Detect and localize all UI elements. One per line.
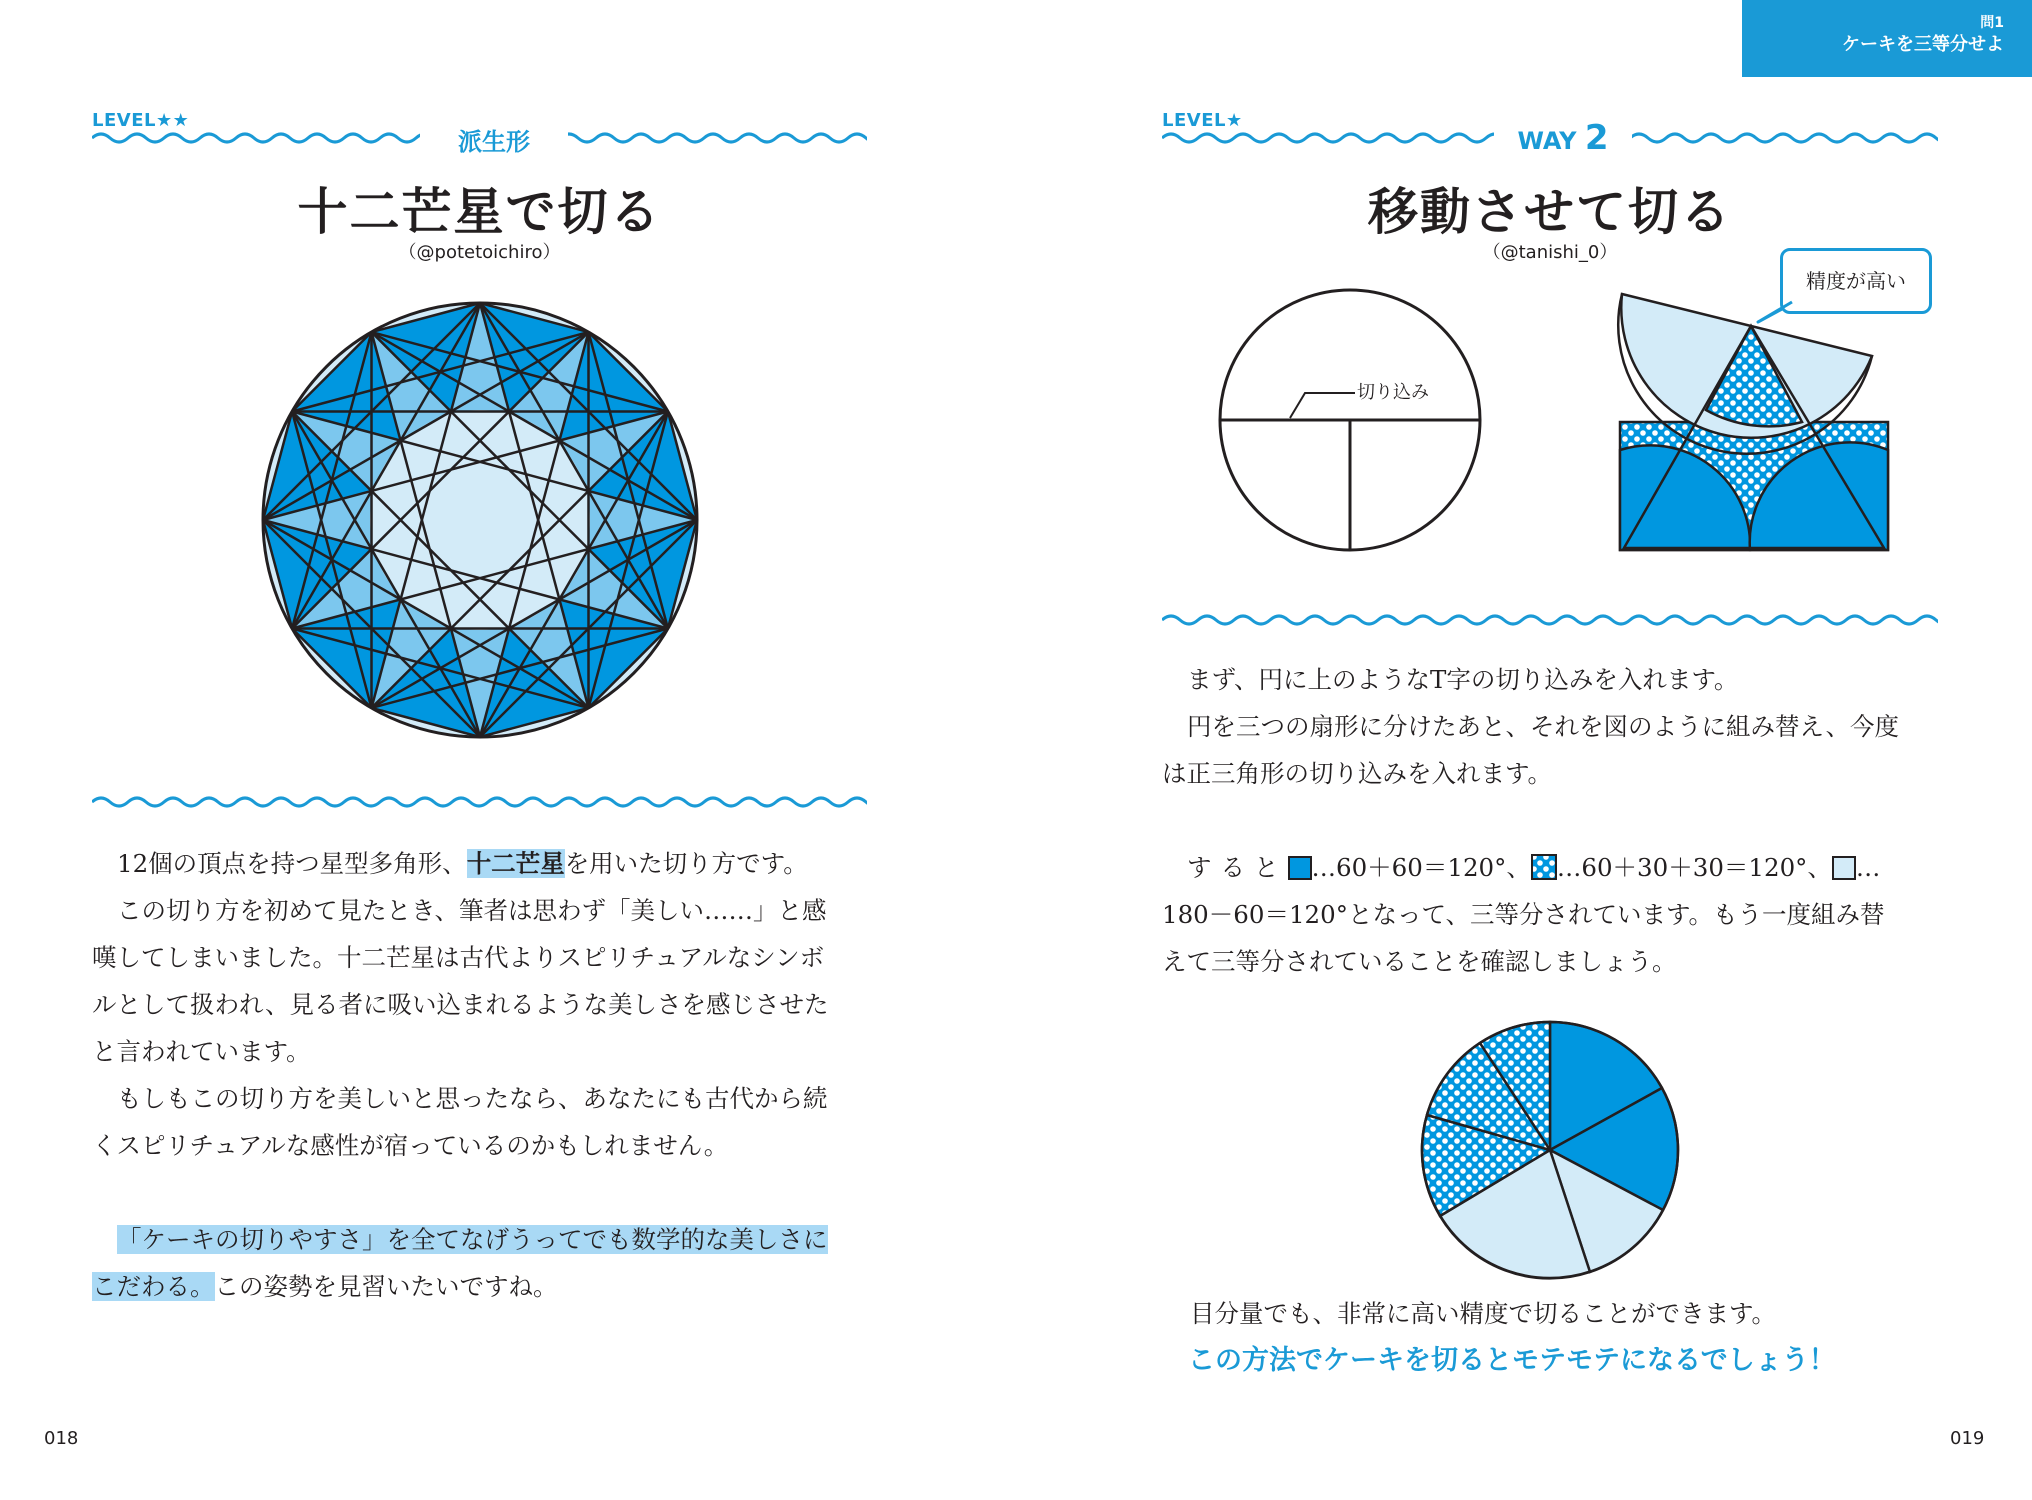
paragraph-2-line-3: ルとして扱われ、見る者に吸い込まれるような美しさを感じさせた <box>92 990 829 1019</box>
callout-tail <box>1752 300 1802 330</box>
paragraph-3-line-2: くスピリチュアルな感性が宿っているのかもしれません。 <box>92 1131 729 1160</box>
star-center <box>370 410 590 630</box>
page-number-left: 018 <box>44 1428 79 1449</box>
right-paragraph-4: 目分量でも、非常に高い精度で切ることができます。 <box>1190 1299 1777 1328</box>
keyword-dodecagram: 十二芒星 <box>466 849 565 878</box>
body-text-left <box>92 840 877 1310</box>
cut-label: 切り込み <box>1357 382 1429 403</box>
way-number: 2 <box>1584 118 1609 158</box>
chapter-tab <box>1742 0 2032 77</box>
paragraph-2-line-4: と言われています。 <box>92 1037 311 1066</box>
section-label-right <box>1494 118 1632 158</box>
swatch-light <box>1832 856 1856 880</box>
paragraph-2-line-1: この切り方を初めて見たとき、筆者は思わず「美しい……」と感 <box>117 896 827 925</box>
swatch-dotted <box>1531 854 1557 880</box>
paragraph-1: 12個の頂点を持つ星型多角形、十二芒星を用いた切り方です。 <box>117 849 808 878</box>
question-label: 問1 <box>1980 15 2004 31</box>
right-paragraph-1: まず、円に上のようなT字の切り込みを入れます。 <box>1187 665 1739 694</box>
page-number-right: 019 <box>1950 1428 1985 1449</box>
question-title: ケーキを三等分せよ <box>1842 34 2004 55</box>
right-paragraph-2-line-1: 円を三つの扇形に分けたあと、それを図のように組み替え、今度 <box>1187 712 1899 741</box>
right-paragraph-3-line-2: 180－60＝120°となって、三等分されています。もう一度組み替 <box>1162 900 1885 929</box>
t-cut-circle-diagram <box>1210 285 1500 555</box>
level-indicator-left: LEVEL★★ <box>92 110 190 131</box>
precision-callout: 精度が高い <box>1780 248 1932 314</box>
five-piece-pie-diagram <box>1410 1010 1690 1290</box>
page-title-right: 移動させて切る <box>1368 183 1732 241</box>
right-paragraph-3-line-3: えて三等分されていることを確認しましょう。 <box>1162 947 1677 976</box>
wave-divider-mid-right <box>1162 608 1938 632</box>
credit-left: （@potetoichiro） <box>398 242 561 263</box>
way-label: WAY <box>1517 127 1577 155</box>
dodecagram-diagram <box>260 300 700 740</box>
credit-right: （@tanishi_0） <box>1482 242 1618 263</box>
wave-divider-mid-left <box>92 790 867 814</box>
highlight-line-1: 「ケーキの切りやすさ」を全てなげうってでも数学的な美しさに <box>117 1225 828 1254</box>
call-to-action: この方法でケーキを切るとモテモテになるでしょう！ <box>1188 1345 1836 1376</box>
closing-sentence: この姿勢を見習いたいですね。 <box>214 1272 558 1301</box>
page-title-left: 十二芒星で切る <box>297 183 662 241</box>
level-indicator-right: LEVEL★ <box>1162 110 1243 131</box>
section-label-left: 派生形 <box>420 122 568 157</box>
paragraph-3-line-1: もしもこの切り方を美しいと思ったなら、あなたにも古代から続 <box>117 1084 828 1113</box>
right-paragraph-3-line-1: すると …60＋60＝120°、 …60＋30＋30＝120°、 … <box>1187 853 1881 882</box>
highlight-line-2: こだわる。 <box>92 1272 215 1301</box>
right-paragraph-2-line-2: は正三角形の切り込みを入れます。 <box>1162 759 1553 788</box>
paragraph-2-line-2: 嘆してしまいました。十二芒星は古代よりスピリチュアルなシンボ <box>92 943 825 972</box>
swatch-solid <box>1288 856 1312 880</box>
body-text-right <box>1162 656 1952 985</box>
